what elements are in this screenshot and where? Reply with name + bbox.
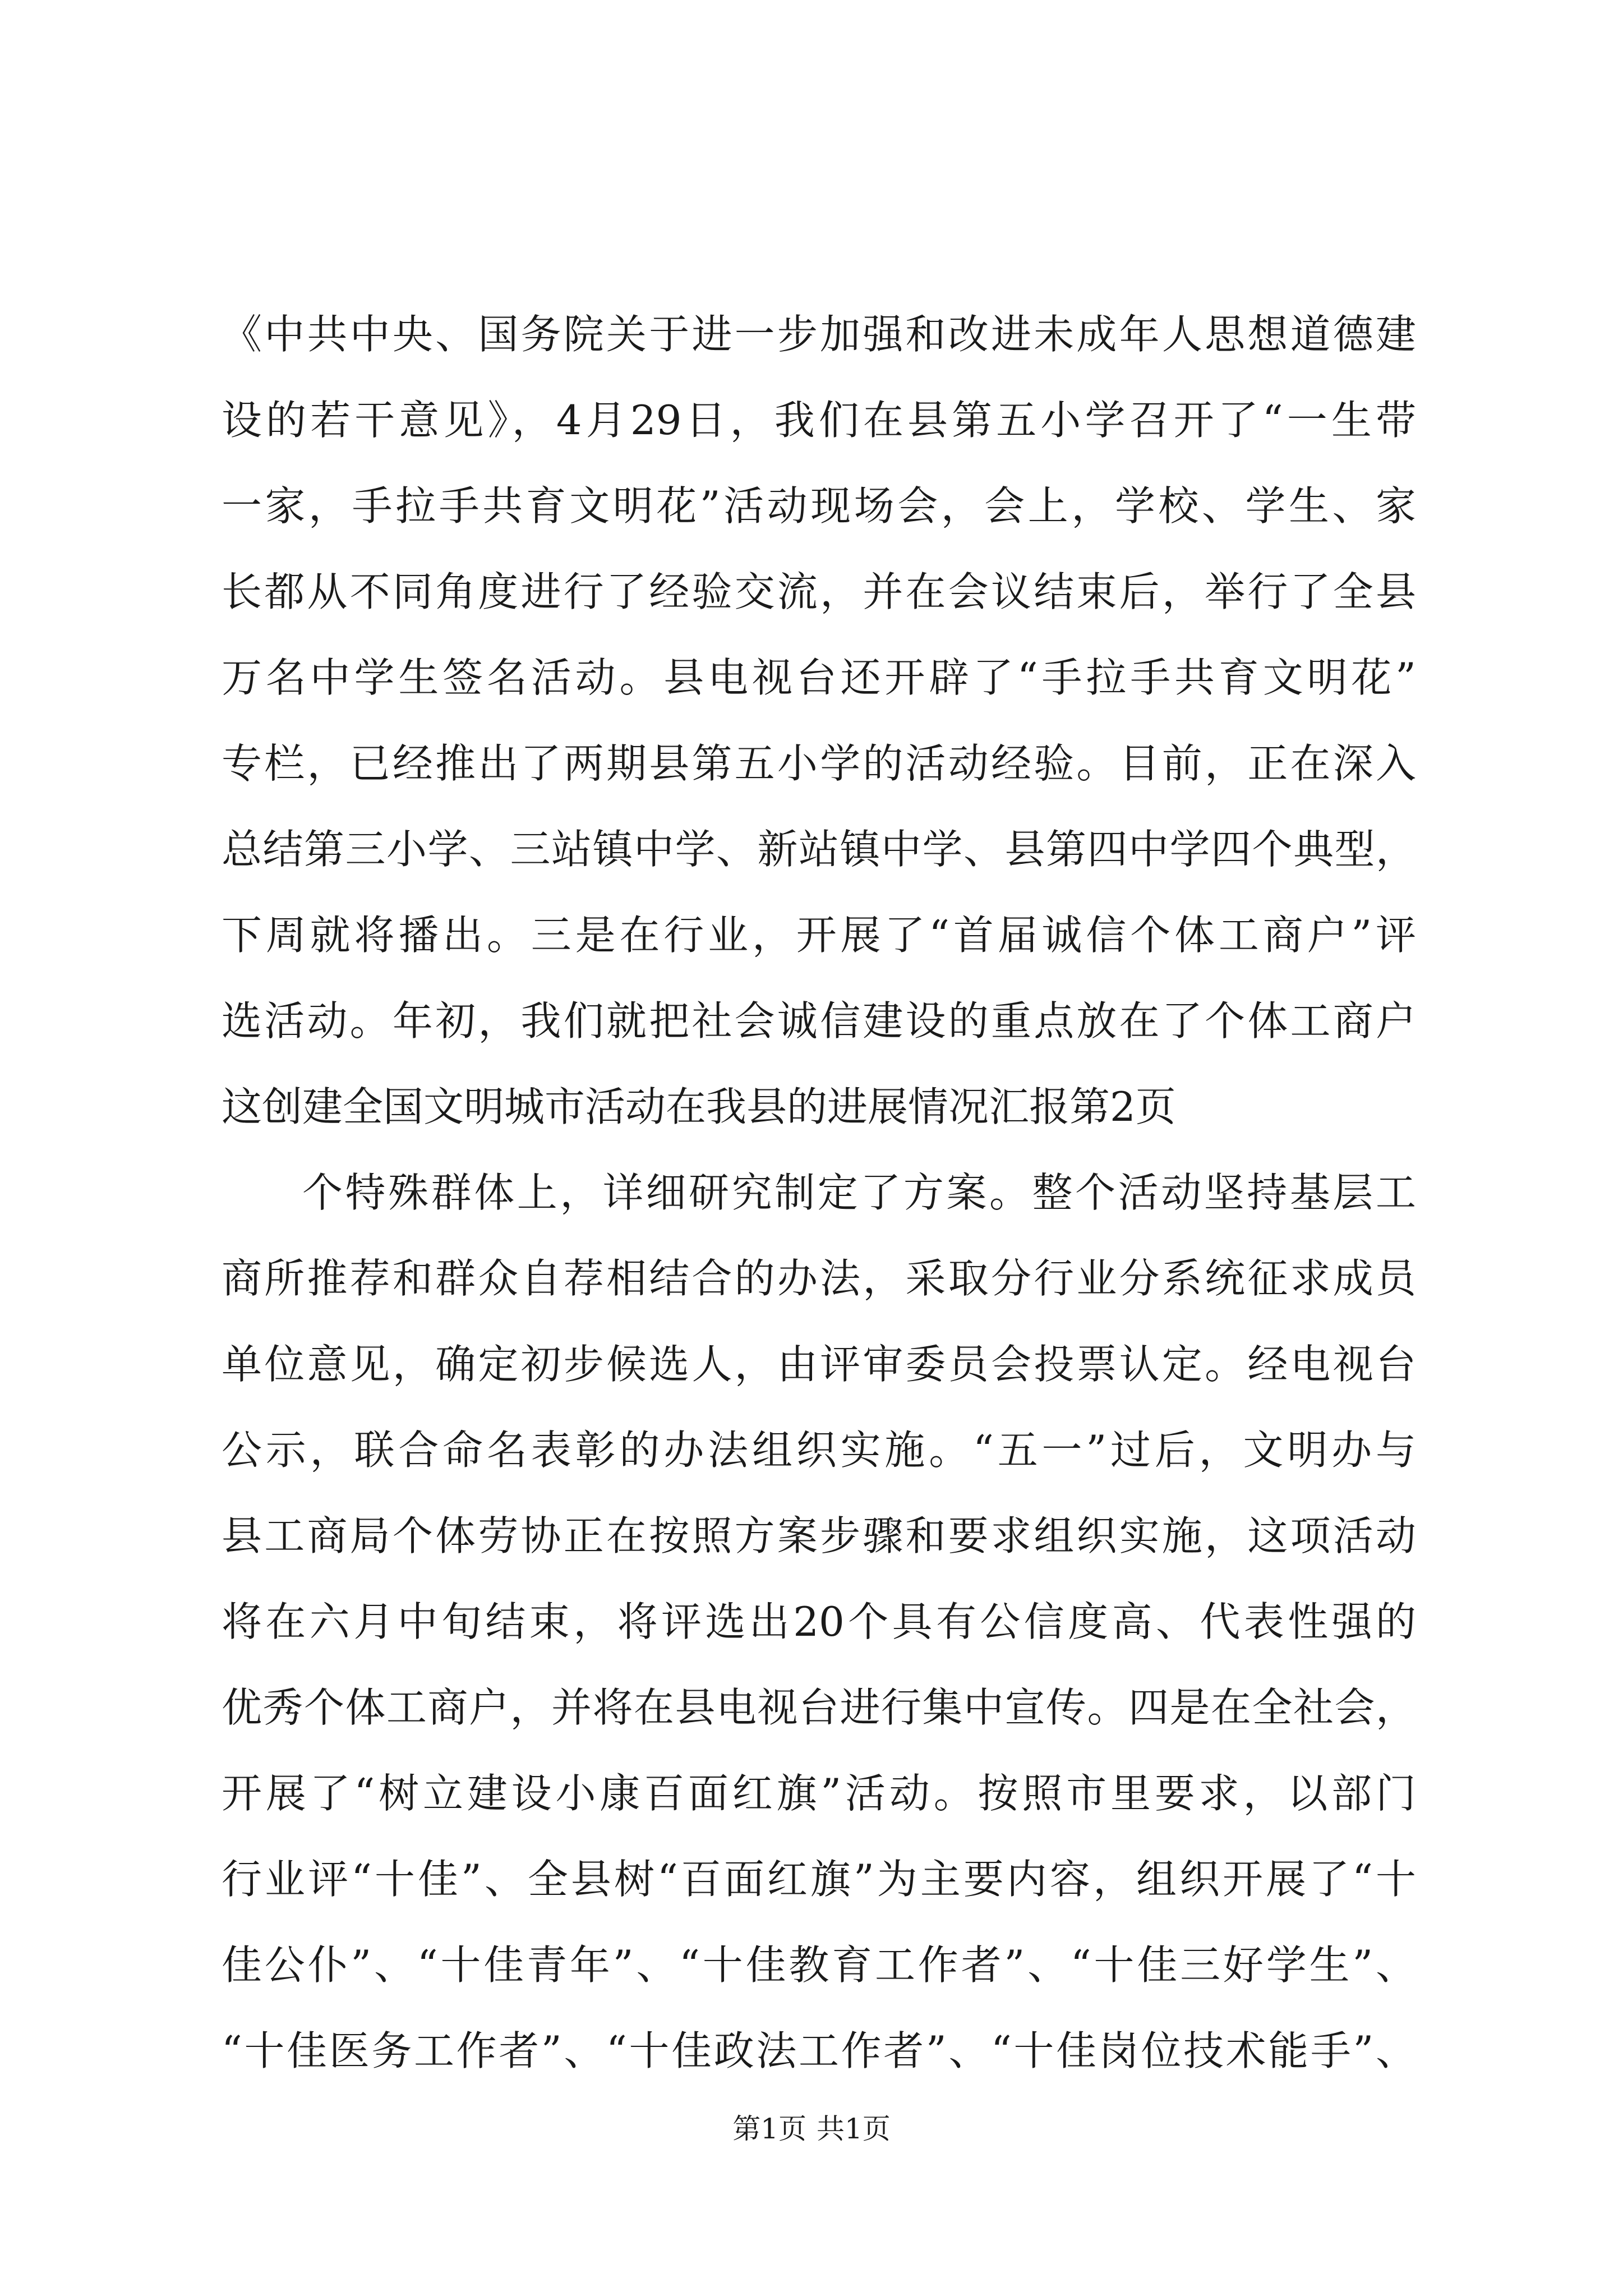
text-line: 个特殊群体上，详细研究制定了方案。整个活动坚持基层工: [302, 1169, 1416, 1216]
text-line: 单位意见，确定初步候选人，由评审委员会投票认定。经电视台: [222, 1341, 1416, 1388]
text-line: 公示，联合命名表彰的办法组织实施。“五一”过后，文明办与: [222, 1427, 1416, 1474]
text-line: 下周就将播出。三是在行业，开展了“首届诚信个体工商户”评: [222, 912, 1416, 959]
text-line: “十佳医务工作者”、“十佳政法工作者”、“十佳岗位技术能手”、: [222, 2027, 1416, 2074]
text-line: 总结第三小学、三站镇中学、新站镇中学、县第四中学四个典型，: [222, 826, 1416, 873]
text-line: 将在六月中旬结束，将评选出20个具有公信度高、代表性强的: [222, 1598, 1416, 1645]
page-number-current: 第1页: [732, 2113, 806, 2145]
text-line: 开展了“树立建设小康百面红旗”活动。按照市里要求，以部门: [222, 1770, 1416, 1817]
text-line: 选活动。年初，我们就把社会诚信建设的重点放在了个体工商户: [222, 997, 1416, 1045]
text-line: 优秀个体工商户，并将在县电视台进行集中宣传。四是在全社会，: [222, 1684, 1416, 1731]
text-line: 行业评“十佳”、全县树“百面红旗”为主要内容，组织开展了“十: [222, 1856, 1416, 1903]
page-number-total: 共1页: [817, 2113, 891, 2145]
text-line: 佳公仆”、“十佳青年”、“十佳教育工作者”、“十佳三好学生”、: [222, 1941, 1416, 1989]
text-line: 专栏，已经推出了两期县第五小学的活动经验。目前，正在深入: [222, 740, 1416, 787]
text-line: 这创建全国文明城市活动在我县的进展情况汇报第2页: [222, 1083, 1176, 1130]
text-line: 商所推荐和群众自荐相结合的办法，采取分行业分系统征求成员: [222, 1255, 1416, 1302]
text-line: 长都从不同角度进行了经验交流，并在会议结束后，举行了全县: [222, 568, 1416, 615]
text-line: 万名中学生签名活动。县电视台还开辟了“手拉手共育文明花”: [222, 654, 1416, 701]
page-footer: [0, 2109, 1623, 2148]
text-line: 《中共中央、国务院关于进一步加强和改进未成年人思想道德建: [222, 311, 1416, 358]
text-line: 设的若干意见》，4月29日，我们在县第五小学召开了“一生带: [222, 397, 1416, 444]
document-body: [222, 292, 1416, 2094]
text-line: 一家，手拉手共育文明花”活动现场会，会上，学校、学生、家: [222, 482, 1416, 530]
text-line: 县工商局个体劳协正在按照方案步骤和要求组织实施，这项活动: [222, 1512, 1416, 1559]
